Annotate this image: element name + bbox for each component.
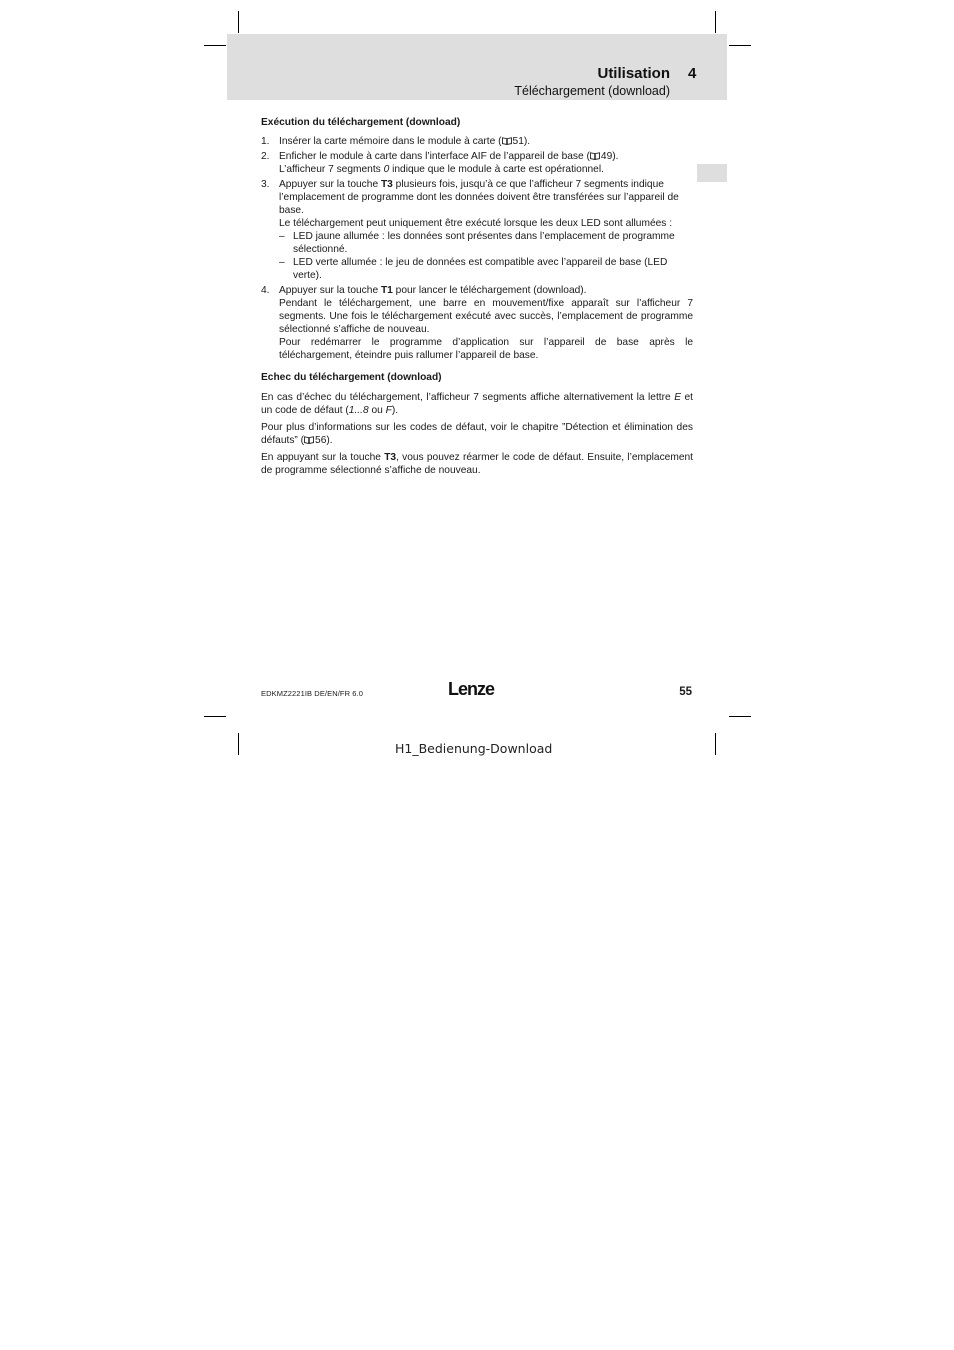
page-reference: 51). — [512, 136, 531, 147]
step-3 — [261, 178, 693, 282]
step-text: Insérer la carte mémoire dans le module à carte ( — [279, 136, 502, 147]
failure-heading: Echec du téléchargement (download) — [261, 372, 442, 383]
list-item: – LED verte allumée : le jeu de données est compatible avec l’appareil de base (LED verte). — [279, 257, 668, 281]
crop-mark-top-left-vertical — [238, 11, 239, 33]
chapter-title: Utilisation — [597, 65, 670, 82]
step-text: Appuyer sur la touche — [279, 285, 381, 296]
step-number: 4. — [261, 285, 270, 296]
crop-mark-bottom-right-vertical — [715, 733, 716, 755]
crop-mark-bottom-right-horizontal — [729, 716, 751, 717]
chapter-number: 4 — [688, 65, 697, 82]
led-conditions — [279, 230, 693, 282]
section-subtitle: Téléchargement (download) — [514, 84, 670, 98]
crop-mark-top-left-horizontal — [204, 45, 226, 46]
crop-mark-top-right-horizontal — [729, 45, 751, 46]
step-4 — [261, 284, 693, 362]
step-number: 3. — [261, 179, 270, 190]
key-label: T3 — [384, 452, 397, 463]
page-reference: 49). — [600, 151, 619, 162]
key-label: T1 — [380, 285, 393, 296]
display-code: E — [674, 392, 681, 403]
page-reference: 56). — [315, 435, 333, 446]
book-icon — [590, 151, 600, 159]
page-content — [261, 116, 693, 481]
list-item: – LED jaune allumée : les données sont présentes dans l’emplacement de programme sélectionné. — [279, 231, 675, 255]
step-number: 2. — [261, 151, 270, 162]
failure-paragraph-2: Pour plus d’informations sur les codes de défaut, voir le chapitre ”Détection et élimination des défauts” ( 56). — [261, 422, 693, 446]
chapter-side-tab — [697, 164, 727, 182]
book-icon — [502, 136, 512, 144]
crop-mark-bottom-left-vertical — [238, 733, 239, 755]
document-code: EDKMZ2221IB DE/EN/FR 6.0 — [261, 689, 364, 698]
step-paragraph: Pour redémarrer le programme d’application sur l’appareil de base après le téléchargement, éteindre puis rallumer l’appareil de base. — [279, 337, 693, 361]
step-text: plusieurs fois, jusqu’à ce que l’afficheur 7 segments indique l’emplacement de programme dont les données doivent être transférées sur l’appareil de base. — [279, 179, 679, 216]
step-paragraph: Pendant le téléchargement, une barre en mouvement/fixe apparaît sur l’afficheur 7 segments. Une fois le téléchargement exécuté avec succès, l’emplacement de programme sélectionné s’affiche de nouveau. — [279, 298, 693, 335]
display-code: 1...8 — [348, 405, 369, 416]
step-1 — [261, 135, 693, 148]
dash-marker: – — [279, 257, 285, 268]
step-text: indique que le module à carte est opérationnel. — [389, 164, 604, 175]
file-slug: H1_Bedienung-Download — [395, 741, 553, 756]
dash-marker: – — [279, 231, 285, 242]
failure-paragraph-3: En appuyant sur la touche T3, vous pouvez réarmer le code de défaut. Ensuite, l’emplacement de programme sélectionné s’affiche de nouveau. — [261, 452, 693, 476]
step-2 — [261, 150, 693, 176]
crop-mark-top-right-vertical — [715, 11, 716, 33]
key-label: T3 — [380, 179, 393, 190]
step-text: L’afficheur 7 segments — [279, 164, 384, 175]
step-text: Enficher le module à carte dans l’interface AIF de l’appareil de base ( — [279, 151, 590, 162]
execution-steps — [261, 135, 693, 362]
display-code: 0 — [383, 164, 390, 175]
page-number: 55 — [679, 686, 692, 698]
step-number: 1. — [261, 136, 270, 147]
display-code: F — [385, 405, 392, 416]
lenze-logo: Lenze — [448, 679, 495, 699]
step-text: Appuyer sur la touche — [279, 179, 381, 190]
crop-mark-bottom-left-horizontal — [204, 716, 226, 717]
step-text: pour lancer le téléchargement (download). — [392, 285, 587, 296]
book-icon — [304, 435, 314, 443]
failure-paragraph-1: En cas d’échec du téléchargement, l’afficheur 7 segments affiche alternativement la lettre E et un code de défaut (1...8 ou F). — [261, 392, 694, 416]
led-note: Le téléchargement peut uniquement être exécuté lorsque les deux LED sont allumées : — [279, 218, 673, 229]
execution-heading: Exécution du téléchargement (download) — [261, 117, 461, 128]
